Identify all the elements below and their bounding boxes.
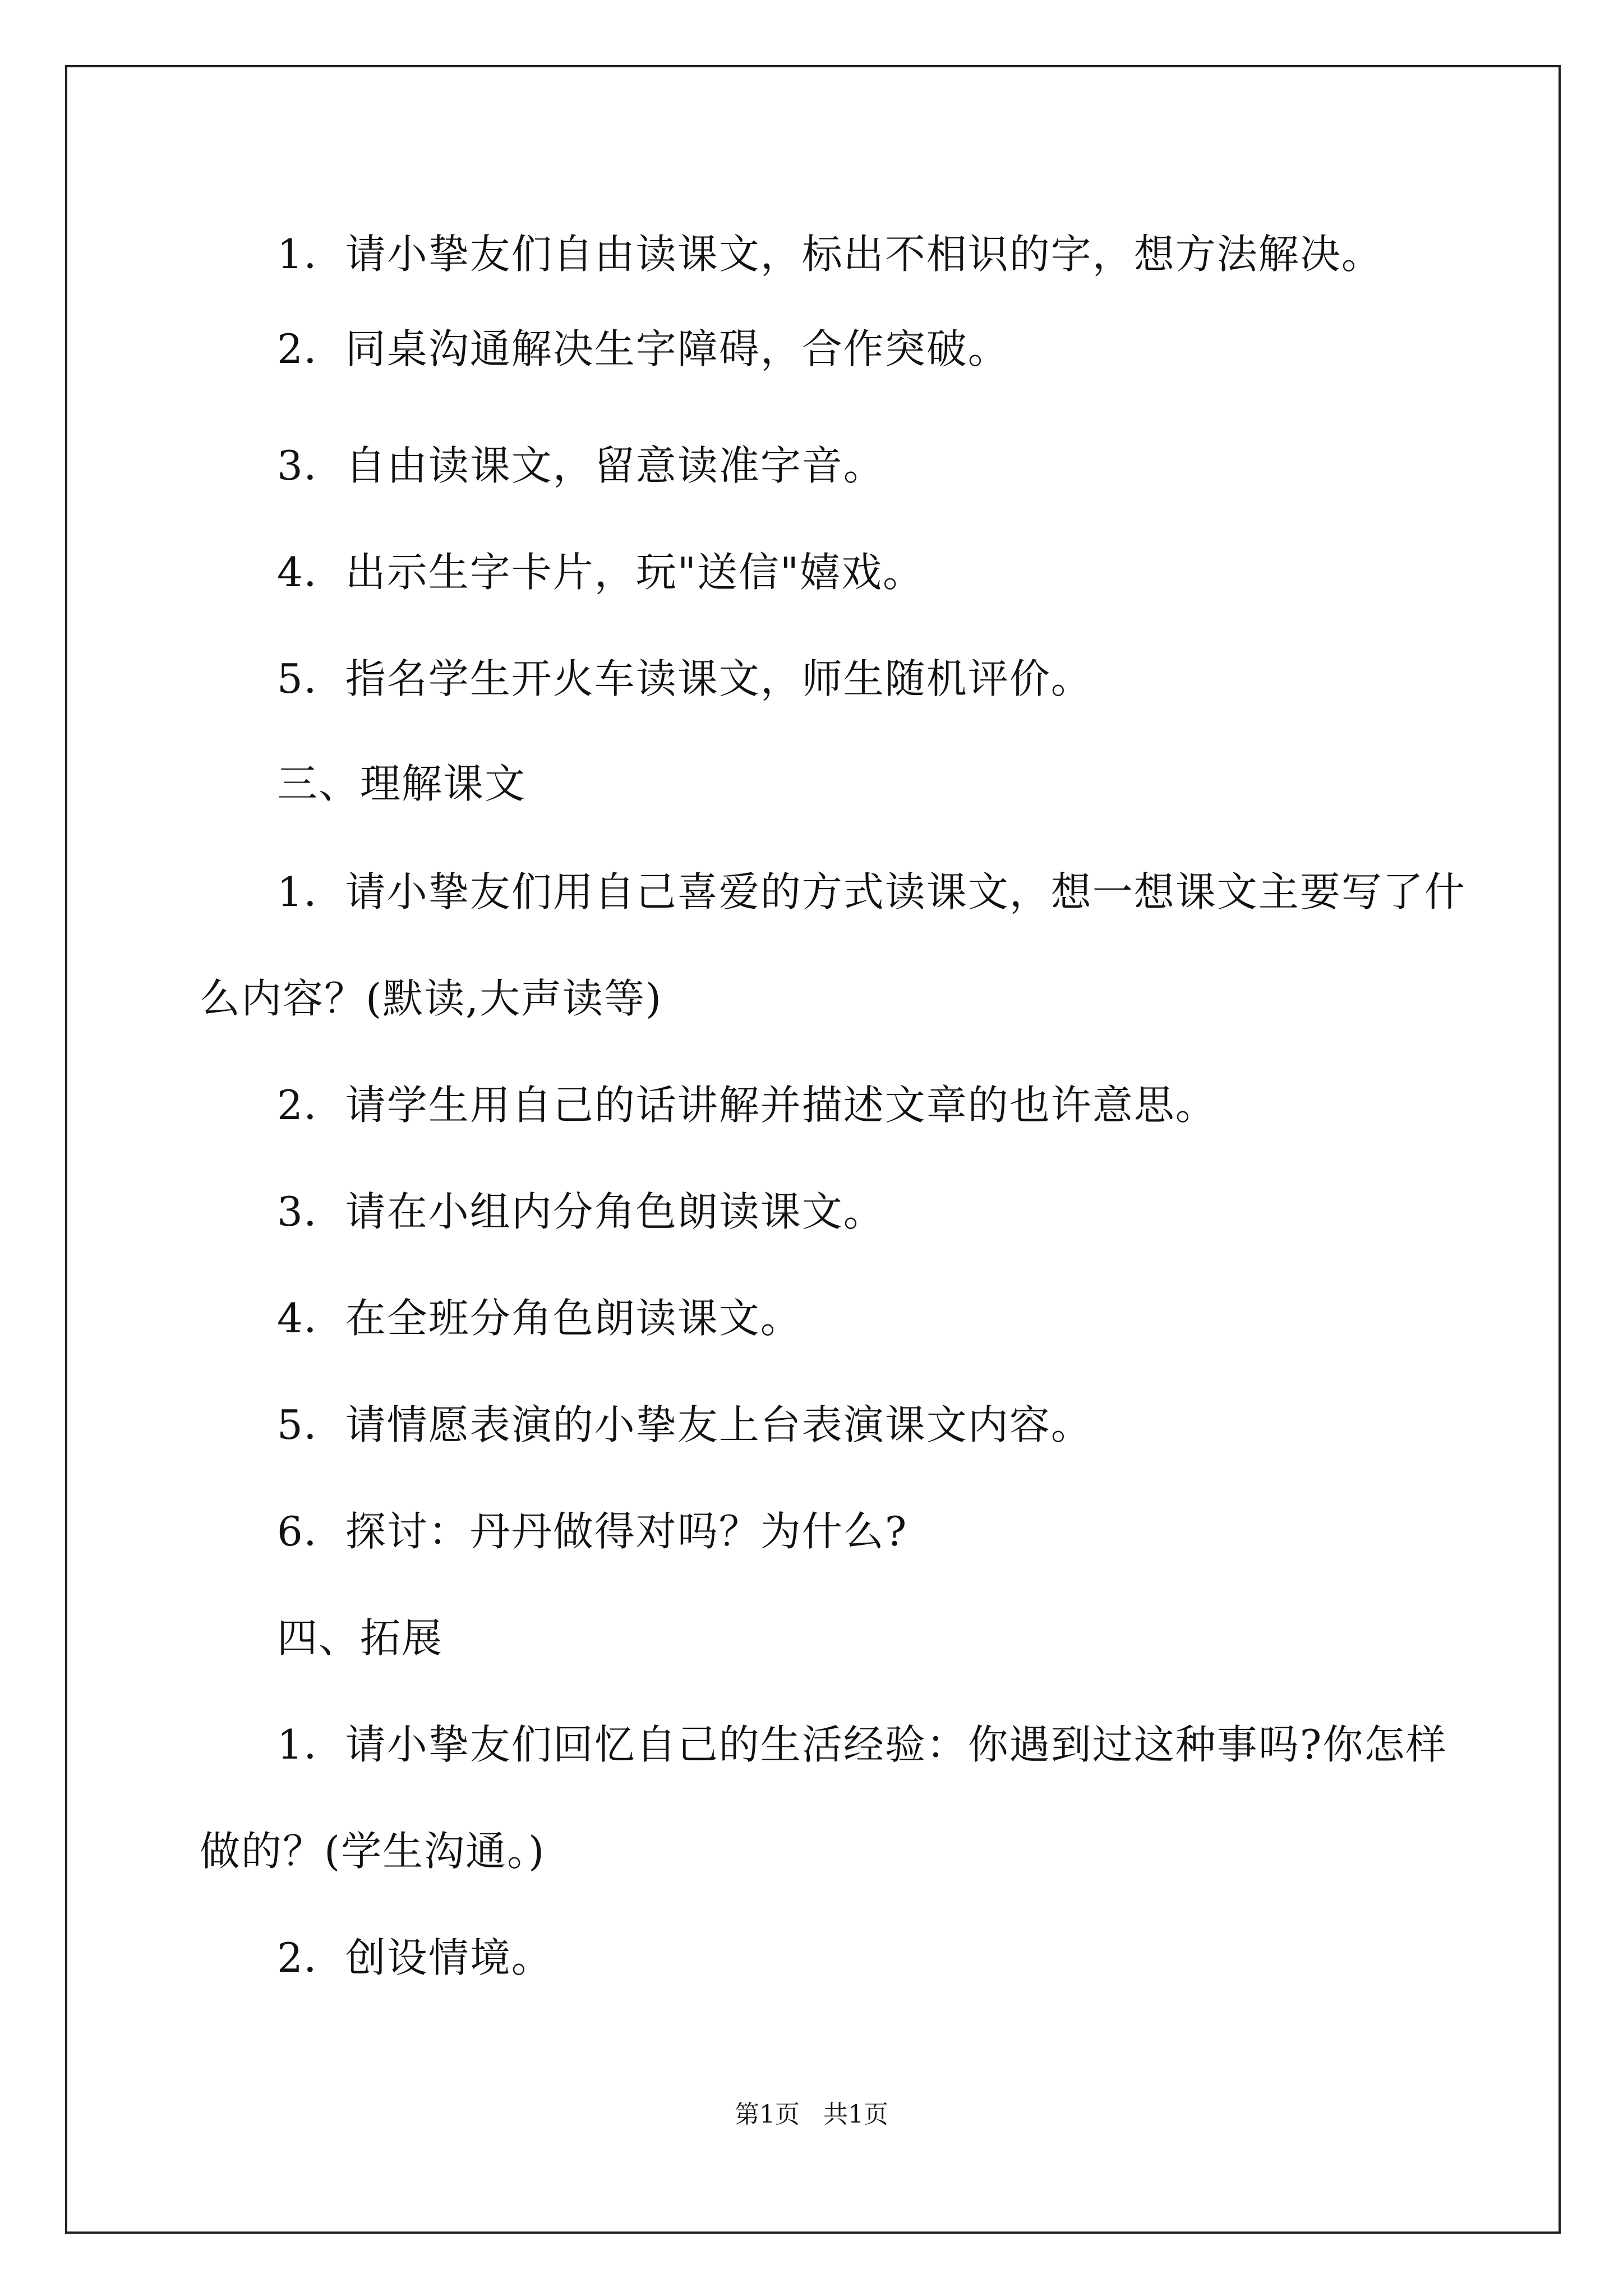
text-line-8: 么内容？(默读,大声读等) (200, 975, 663, 1022)
text-line-4: 4．出示生字卡片，玩"送信"嬉戏。 (277, 549, 925, 596)
page-number-footer: 第1页 共1页 (735, 2100, 888, 2129)
text-line-13: 6．探讨：丹丹做得对吗？为什么? (277, 1508, 908, 1555)
text-line-11: 4．在全班分角色朗读课文。 (277, 1295, 802, 1342)
text-line-7: 1．请小挚友们用自己喜爱的方式读课文，想一想课文主要写了什 (277, 868, 1466, 915)
text-line-10: 3．请在小组内分角色朗读课文。 (277, 1188, 885, 1235)
text-line-3: 3．自由读课文，留意读准字音。 (277, 442, 885, 489)
text-line-2: 2．同桌沟通解决生字障碍，合作突破。 (277, 325, 1009, 372)
section-heading-3: 三、理解课文 (277, 760, 527, 807)
text-line-15: 1．请小挚友们回忆自己的生活经验：你遇到过这种事吗?你怎样 (277, 1721, 1447, 1768)
text-line-16: 做的？(学生沟通。) (200, 1828, 546, 1875)
text-line-9: 2．请学生用自己的话讲解并描述文章的也许意思。 (277, 1082, 1217, 1129)
text-line-5: 5．指名学生开火车读课文，师生随机评价。 (277, 655, 1092, 702)
section-heading-4: 四、拓展 (277, 1614, 444, 1662)
text-line-17: 2．创设情境。 (277, 1934, 553, 1981)
text-line-1: 1．请小挚友们自由读课文，标出不相识的字，想方法解决。 (277, 231, 1383, 278)
text-line-12: 5．请情愿表演的小挚友上台表演课文内容。 (277, 1401, 1092, 1448)
